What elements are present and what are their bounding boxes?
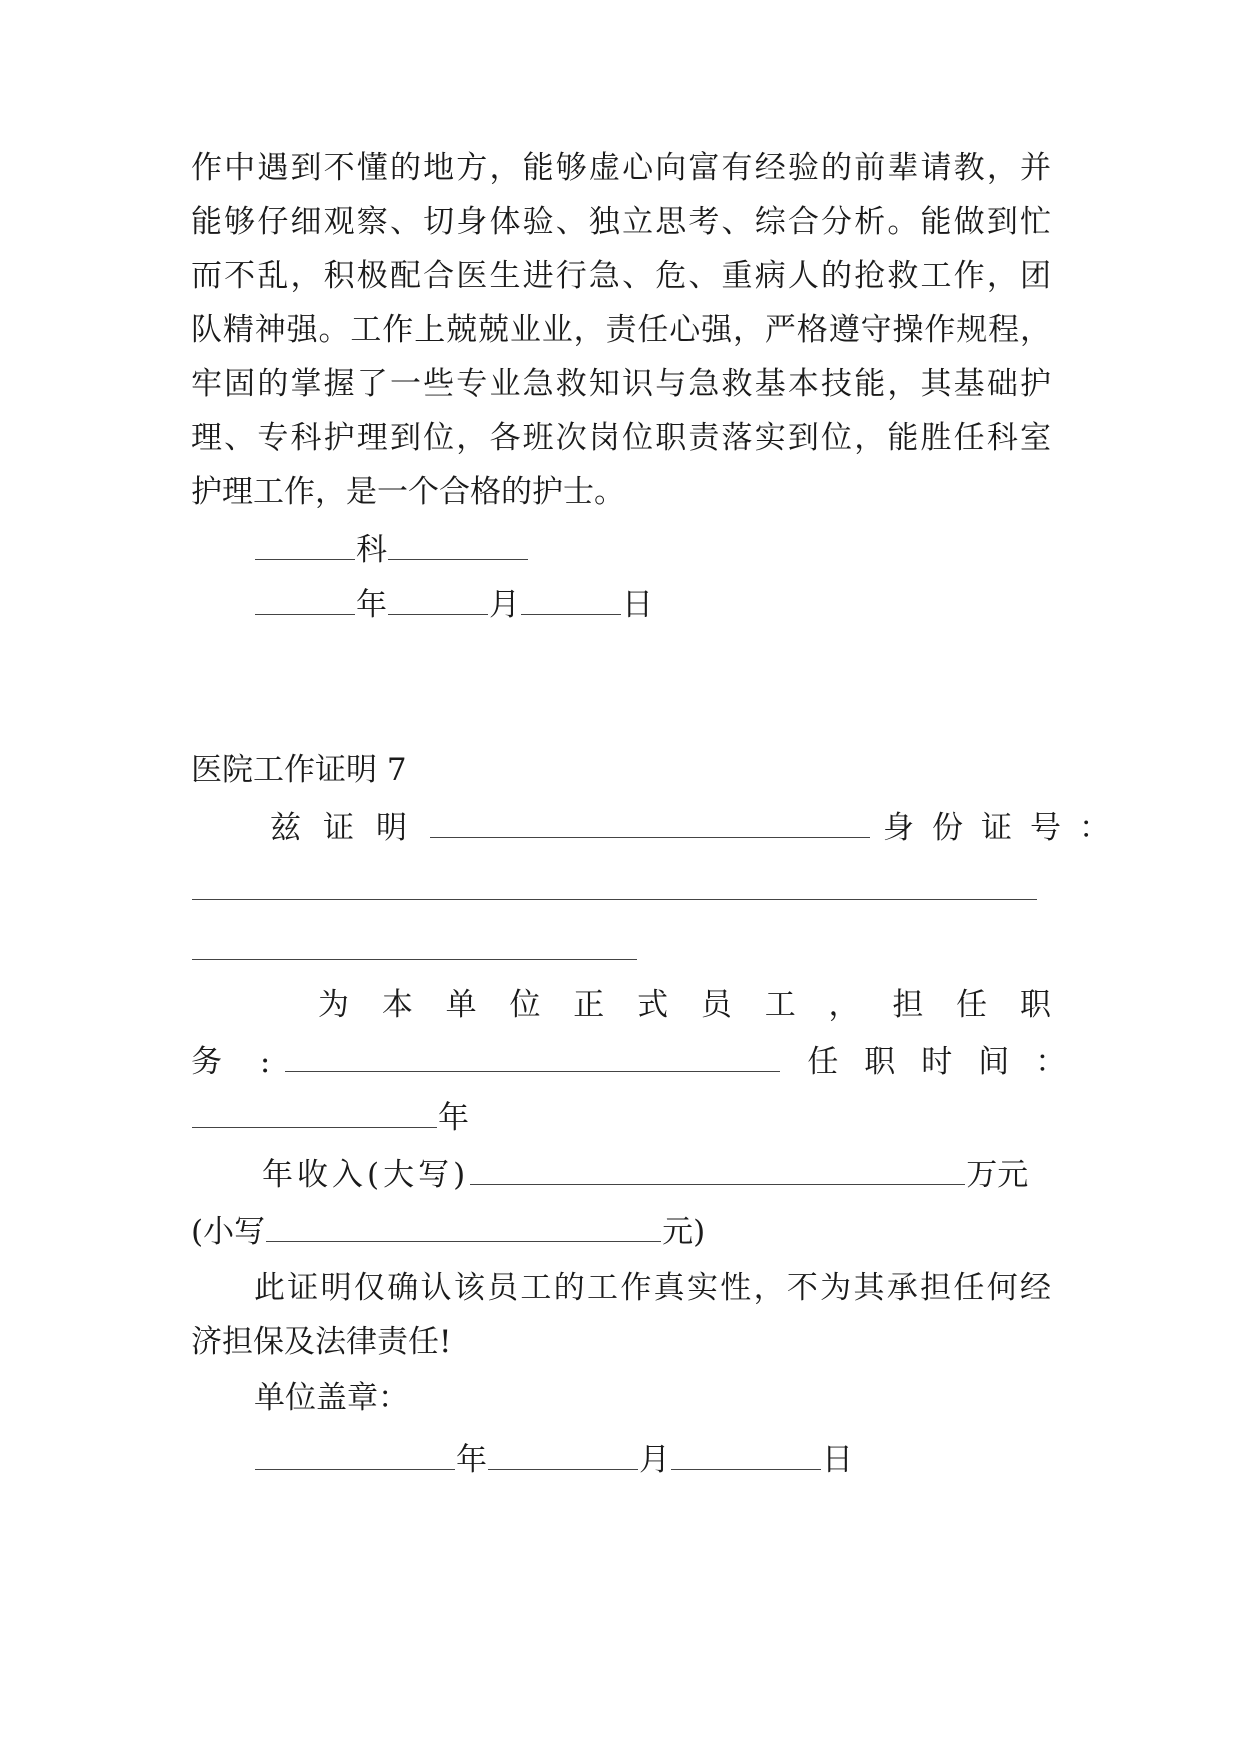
date-line-1 bbox=[254, 585, 1114, 625]
employee-line bbox=[318, 985, 1051, 1025]
dept-label: 科 bbox=[356, 532, 387, 568]
disclaimer-line-2: 济担保及法律责任! bbox=[191, 1324, 452, 1360]
position-line bbox=[191, 1042, 1093, 1082]
certify-label: 兹证明 bbox=[270, 810, 429, 846]
certificate-title: 医院工作证明 7 bbox=[191, 752, 407, 788]
income-label: 年收入(大写) bbox=[262, 1157, 470, 1193]
employee-text: 为本单位正式员工，担任职 bbox=[318, 987, 1051, 1023]
small-prefix: (小写 bbox=[191, 1214, 266, 1250]
cert-day-label: 日 bbox=[822, 1442, 853, 1478]
cert-year-label: 年 bbox=[456, 1442, 487, 1478]
income-line bbox=[262, 1155, 1051, 1195]
id-number-line-2 bbox=[191, 930, 1051, 970]
income-unit: 万元 bbox=[966, 1157, 1029, 1193]
position-label: 务 : bbox=[191, 1044, 285, 1080]
paragraph-line-7: 护理工作，是一个合格的护士。 bbox=[191, 474, 625, 510]
tenure-blank[interactable] bbox=[192, 1103, 437, 1128]
cert-year-blank[interactable] bbox=[255, 1445, 455, 1470]
paragraph-line-4: 队精神强。工作上兢兢业业，责任心强，严格遵守操作规程， bbox=[191, 312, 1051, 348]
dept-blank-2[interactable] bbox=[388, 535, 528, 560]
tenure-year-suffix: 年 bbox=[438, 1100, 469, 1136]
date-line-2 bbox=[254, 1440, 1114, 1480]
income-blank[interactable] bbox=[470, 1160, 965, 1185]
seal-label: 单位盖章： bbox=[254, 1380, 409, 1416]
paragraph-line-1: 作中遇到不懂的地方，能够虚心向富有经验的前辈请教，并 bbox=[191, 150, 1051, 186]
year-blank[interactable] bbox=[255, 590, 355, 615]
id-number-blank-2[interactable] bbox=[192, 935, 637, 960]
paragraph-line-3: 而不乱，积极配合医生进行急、危、重病人的抢救工作，团 bbox=[191, 258, 1051, 294]
year-label: 年 bbox=[356, 587, 387, 623]
disclaimer-line-1: 此证明仅确认该员工的工作真实性，不为其承担任何经 bbox=[254, 1270, 1051, 1306]
tenure-value-line bbox=[191, 1098, 1051, 1138]
id-number-line-1 bbox=[191, 870, 1051, 910]
income-small-line bbox=[191, 1212, 1051, 1252]
day-blank[interactable] bbox=[521, 590, 621, 615]
day-label: 日 bbox=[622, 587, 653, 623]
paragraph-line-6: 理、专科护理到位，各班次岗位职责落实到位，能胜任科室 bbox=[191, 420, 1051, 456]
small-suffix: 元) bbox=[662, 1214, 706, 1250]
paragraph-line-5: 牢固的掌握了一些专业急救知识与急救基本技能，其基础护 bbox=[191, 366, 1051, 402]
tenure-label: 任职时间： bbox=[807, 1044, 1093, 1080]
id-label: 身份证号： bbox=[883, 810, 1128, 846]
paragraph-line-2: 能够仔细观察、切身体验、独立思考、综合分析。能做到忙 bbox=[191, 204, 1051, 240]
cert-day-blank[interactable] bbox=[671, 1445, 821, 1470]
dept-signature-line bbox=[254, 530, 1114, 570]
name-blank[interactable] bbox=[430, 813, 870, 838]
position-blank[interactable] bbox=[285, 1047, 780, 1072]
cert-month-label: 月 bbox=[639, 1442, 670, 1478]
cert-month-blank[interactable] bbox=[488, 1445, 638, 1470]
month-blank[interactable] bbox=[388, 590, 488, 615]
id-number-blank-1[interactable] bbox=[192, 875, 1037, 900]
month-label: 月 bbox=[489, 587, 520, 623]
income-small-blank[interactable] bbox=[266, 1217, 661, 1242]
dept-blank-1[interactable] bbox=[255, 535, 355, 560]
certify-line bbox=[270, 808, 1128, 848]
